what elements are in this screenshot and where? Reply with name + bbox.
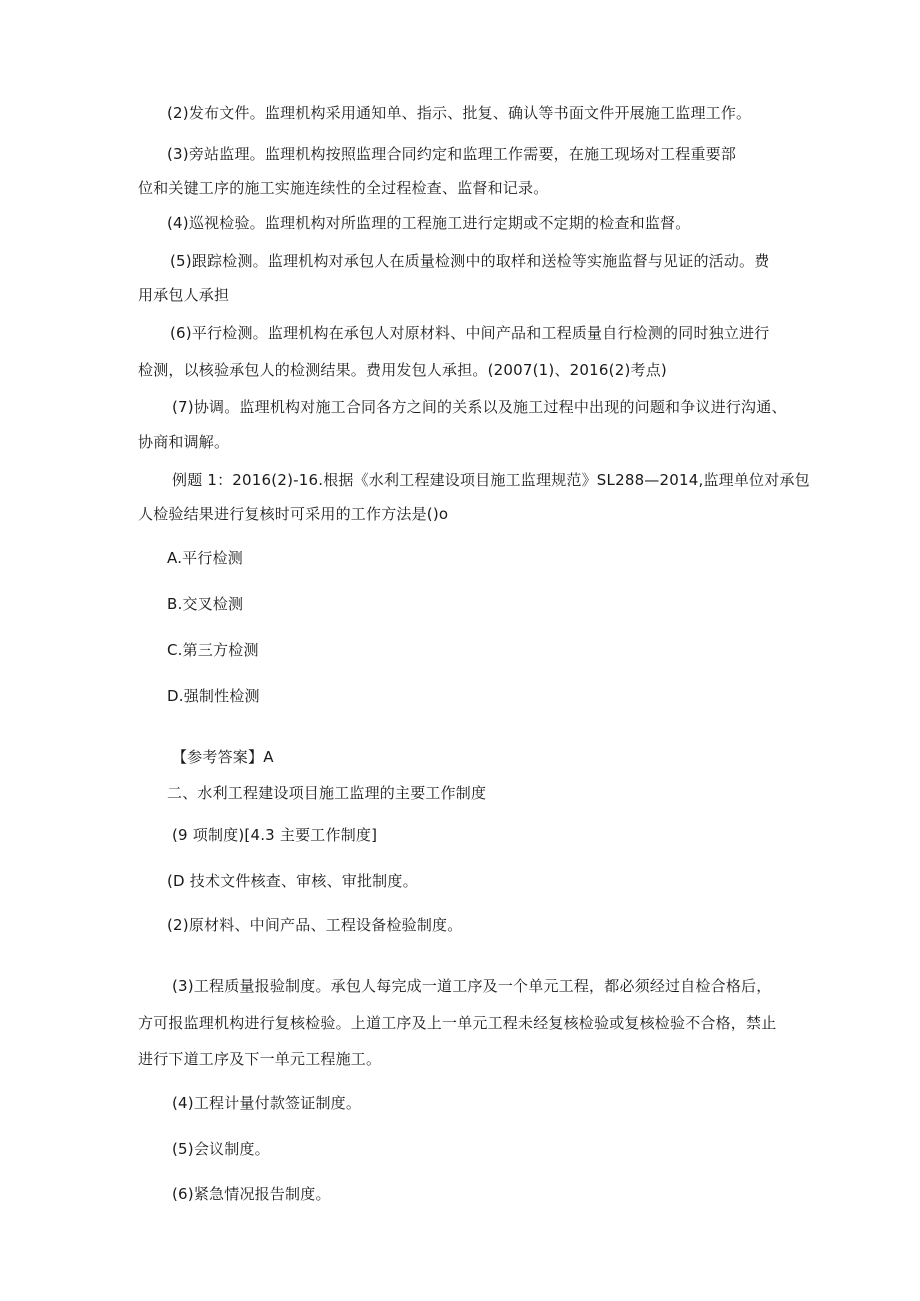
option-b: B.交叉检测 [167, 595, 244, 613]
option-d: D.强制性检测 [167, 687, 260, 705]
section-heading: 二、水利工程建设项目施工监理的主要工作制度 [167, 784, 487, 802]
list-item-6: (6)紧急情况报告制度。 [172, 1185, 331, 1203]
section-subheading: (9 项制度)[4.3 主要工作制度] [172, 826, 378, 844]
text-line-patrol-inspection: (4)巡视检验。监理机构对所监理的工程施工进行定期或不定期的检查和监督。 [167, 214, 691, 232]
option-c: C.第三方检测 [167, 641, 259, 659]
text-line-tracking-test: (5)跟踪检测。监理机构对承包人在质量检测中的取样和送检等实施监督与见证的活动。费 [170, 252, 770, 270]
option-a: A.平行检测 [167, 549, 243, 567]
text-line-parallel-test: (6)平行检测。监理机构在承包人对原材料、中间产品和工程质量自行检测的同时独立进行 [170, 324, 770, 342]
list-item-1: (D 技术文件核查、审核、审批制度。 [167, 872, 418, 890]
list-item-3-cont-2: 进行下道工序及下一单元工程施工。 [138, 1050, 382, 1068]
list-item-5: (5)会议制度。 [172, 1140, 270, 1158]
example-question: 例题 1：2016(2)-16.根据《水利工程建设项目施工监理规范》SL288—2014,监理单位对承包 [172, 471, 810, 489]
text-line-tracking-test-cont: 用承包人承担 [138, 286, 230, 304]
list-item-2: (2)原材料、中间产品、工程设备检验制度。 [167, 916, 463, 934]
list-item-4: (4)工程计量付款签证制度。 [172, 1094, 362, 1112]
text-line-issue-documents: (2)发布文件。监理机构采用通知单、指示、批复、确认等书面文件开展施工监理工作。 [167, 104, 752, 122]
text-line-coordination-cont: 协商和调解。 [138, 433, 230, 451]
list-item-3-cont-1: 方可报监理机构进行复核检验。上道工序及上一单元工程未经复核检验或复核检验不合格，禁止 [138, 1014, 777, 1032]
text-line-side-supervision: (3)旁站监理。监理机构按照监理合同约定和监理工作需要，在施工现场对工程重要部 [167, 145, 737, 163]
example-question-cont: 人检验结果进行复核时可采用的工作方法是()o [138, 505, 449, 523]
text-line-parallel-test-cont: 检测，以核验承包人的检测结果。费用发包人承担。(2007(1)、2016(2)考点) [138, 361, 667, 379]
list-item-3: (3)工程质量报验制度。承包人每完成一道工序及一个单元工程，都必须经过自检合格后， [172, 977, 772, 995]
text-line-side-supervision-cont: 位和关键工序的施工实施连续性的全过程检查、监督和记录。 [138, 179, 549, 197]
text-line-coordination: (7)协调。监理机构对施工合同各方之间的关系以及施工过程中出现的问题和争议进行沟通、 [172, 398, 787, 416]
reference-answer: 【参考答案】A [172, 748, 274, 766]
